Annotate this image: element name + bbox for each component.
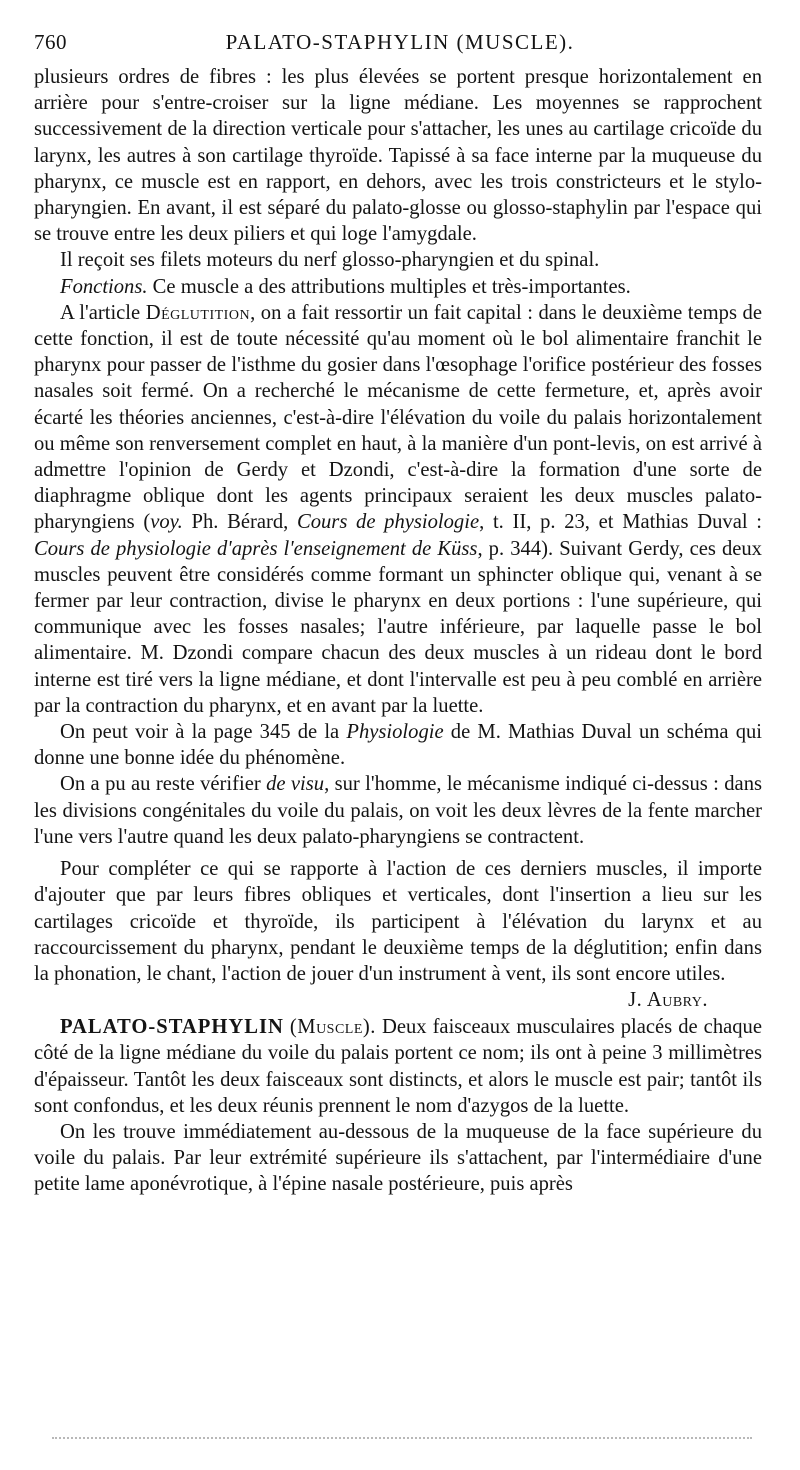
page-body	[34, 64, 762, 1198]
text-run: , on a fait ressortir un fait capital : dans le deuxième temps de cette fonction, il est de toute nécessité qu'au moment où le bol alimentaire franchit le pharynx pour passer de l'isthme du gosier dans l'œsophage l'orifice postérieur des fosses nasales soit fermé. On a recherché le mécanisme de cette fermeture, et, après avoir écarté les théories anciennes, c'est-à-dire l'élévation du voile du palais horizontalement ou même son renversement complet en haut, à la manière d'un pont-levis, on est arrivé à admettre l'opinion de Gerdy et Dzondi, c'est-à-dire la formation d'une sorte de diaphragme oblique dont les agents principaux seraient les deux muscles palato-pharyngiens (	[34, 301, 762, 534]
citation-title: Physiologie	[346, 721, 444, 744]
article1-paragraph-de-visu	[34, 771, 762, 850]
article1-paragraph-continuation: plusieurs ordres de fibres : les plus élevées se portent presque horizontalement en arrière pour s'entre-croiser sur la ligne médiane. Les moyennes se rapprochent successivement de la direction verticale pour s'attacher, les unes au cartilage cricoïde du larynx, les autres à son cartilage thyroïde. Tapissé à sa face interne par la muqueuse du pharynx, ce muscle est en rapport, en dehors, avec les trois constricteurs et le stylo-pharyngien. En avant, il est séparé du palato-glosse ou glosso-staphylin par l'espace qui se trouve entre les deux piliers et qui loge l'amygdale.	[34, 66, 762, 246]
cross-reference-deglutition: Déglutition	[145, 301, 251, 324]
text-run: , sur l'homme, le mécanisme indiqué ci-dessus : dans les divisions congénitales du voile du palais, on voit les deux lèvres de la fente marcher l'une vers l'autre quand les deux palato-pharyngiens se contractent.	[34, 773, 763, 848]
text-run: , p. 344). Suivant Gerdy, ces deux muscles peuvent être considérés comme formant un sphincter oblique qui, venant à se fermer par leur contraction, divise le pharynx en deux portions : l'une supérieure, qui communique avec les fosses nasales; l'autre inférieure, par laquelle passe le bol alimentaire. M. Dzondi compare chacun des deux muscles à un rideau dont le bord interne est tiré vers la ligne médiane, et dont l'intervalle est peu à peu comblé en arrière par la contraction du pharynx, et en avant par la luette.	[34, 537, 762, 717]
text-run: Deux faisceaux musculaires placés de chaque côté de la ligne médiane du voile du palais portent ce nom; ils ont à peine 3 millimètres d'épaisseur. Tantôt les deux faisceaux sont distincts, et alors le muscle est pair; tantôt ils sont confondus, et les deux réunis prennent le nom d'azygos de la luette.	[34, 1016, 762, 1117]
entry-headword: PALATO-STAPHYLIN	[60, 1016, 284, 1039]
entry-qualifier: (Muscle).	[289, 1016, 376, 1039]
functions-text: Ce muscle a des attributions multiples et très-importantes.	[147, 275, 631, 298]
text-run: A l'article	[60, 301, 146, 324]
author-signature: J. Aubry.	[628, 989, 708, 1012]
section-label-fonctions: Fonctions.	[60, 275, 148, 298]
page-header	[34, 30, 766, 60]
citation-title: Cours de physiologie d'après l'enseignement de Küss	[34, 537, 478, 560]
abbreviation-voy: voy.	[150, 511, 183, 534]
citation-title: Cours de physiologie	[296, 511, 480, 534]
article1-paragraph-nerves: Il reçoit ses filets moteurs du nerf glosso-pharyngien et du spinal.	[60, 249, 600, 272]
text-run: On a pu au reste vérifier	[60, 773, 267, 796]
article1-paragraph-functions	[34, 274, 762, 300]
page-number: 760	[34, 30, 67, 54]
text-run: Pour compléter ce qui se rapporte à l'action de ces derniers muscles, il importe d'ajouter que par leurs fibres obliques et verticales, dont l'insertion a lieu sur les cartilages cricoïde et thyroïde, ils participent à l'élévation du larynx et au raccourcissement du pharynx, pendant le deuxième temps de la déglutition; enfin dans la phonation, le chant, l'action de jouer d'un instrument à vent, ils sont encore utiles.	[34, 858, 762, 985]
text-run: Ph. Bérard,	[182, 511, 297, 534]
article1-paragraph-larynx	[34, 856, 762, 1012]
article1-paragraph-deglutition	[34, 300, 762, 719]
text-run: On peut voir à la page 345 de la	[60, 721, 347, 744]
footer-dotted-rule	[52, 1437, 752, 1439]
running-title: PALATO-STAPHYLIN (MUSCLE).	[225, 30, 575, 54]
article1-paragraph-schema	[34, 719, 762, 771]
article2-paragraph-location: On les trouve immédiatement au-dessous de la muqueuse de la face supérieure du voile du palais. Par leur extrémité supérieure ils s'attachent, par l'intermédiaire d'une petite lame aponévrotique, à l'épine nasale postérieure, puis après	[34, 1120, 762, 1196]
text-run: , t. II, p. 23, et Mathias Duval :	[479, 511, 762, 534]
text-run: de M. Mathias Duval un schéma qui donne une bonne idée du phénomène.	[34, 721, 763, 770]
article2-paragraph-intro	[34, 1014, 762, 1119]
latin-phrase: de visu	[266, 773, 325, 796]
